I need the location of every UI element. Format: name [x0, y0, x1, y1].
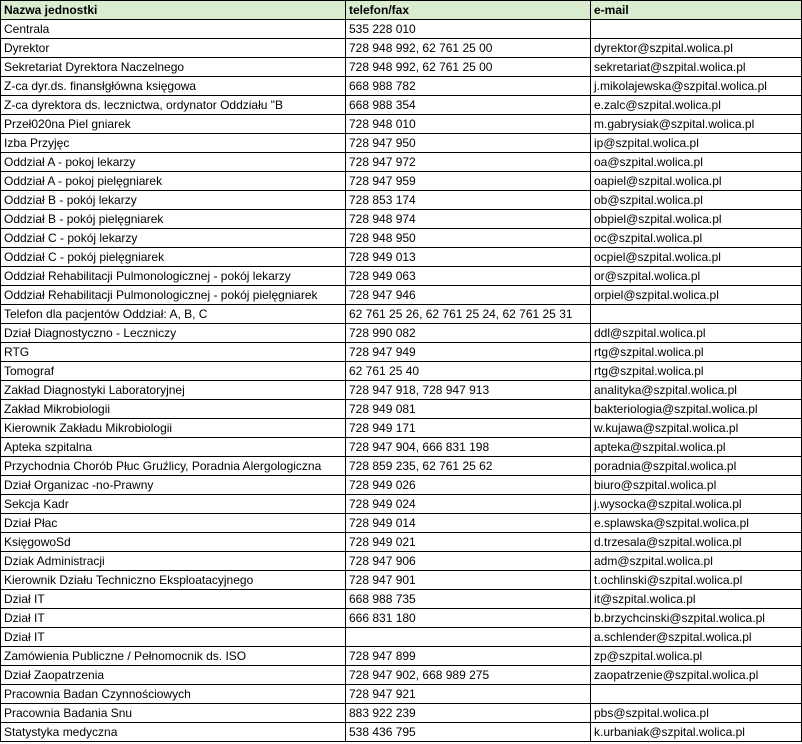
cell-phone: 728 948 974: [346, 210, 591, 229]
cell-email: [591, 685, 802, 704]
table-row: [1, 305, 802, 324]
cell-name: Statystyka medyczna: [1, 723, 346, 742]
table-row: [1, 381, 802, 400]
table-row: [1, 39, 802, 58]
cell-phone: 728 947 901: [346, 571, 591, 590]
cell-name: Pracownia Badan Czynnościowych: [1, 685, 346, 704]
cell-name: Oddział B - pokój pielęgniarek: [1, 210, 346, 229]
cell-name: Kierownik Zakładu Mikrobiologii: [1, 419, 346, 438]
cell-name: Dział Organizac -no-Prawny: [1, 476, 346, 495]
cell-email: e.zalc@szpital.wolica.pl: [591, 96, 802, 115]
cell-name: Dział Zaopatrzenia: [1, 666, 346, 685]
cell-name: Zakład Mikrobiologii: [1, 400, 346, 419]
cell-phone: 538 436 795: [346, 723, 591, 742]
cell-phone: 728 947 949: [346, 343, 591, 362]
cell-email: dyrektor@szpital.wolica.pl: [591, 39, 802, 58]
table-row: [1, 419, 802, 438]
table-row: [1, 723, 802, 742]
table-row: [1, 533, 802, 552]
cell-email: w.kujawa@szpital.wolica.pl: [591, 419, 802, 438]
cell-phone: 728 853 174: [346, 191, 591, 210]
cell-email: pbs@szpital.wolica.pl: [591, 704, 802, 723]
cell-phone: 728 949 013: [346, 248, 591, 267]
cell-phone: 728 948 992, 62 761 25 00: [346, 39, 591, 58]
cell-email: biuro@szpital.wolica.pl: [591, 476, 802, 495]
table-row: [1, 476, 802, 495]
cell-email: zaopatrzenie@szpital.wolica.pl: [591, 666, 802, 685]
cell-email: j.wysocka@szpital.wolica.pl: [591, 495, 802, 514]
table-row: [1, 20, 802, 39]
cell-name: Apteka szpitalna: [1, 438, 346, 457]
cell-phone: 62 761 25 40: [346, 362, 591, 381]
table-row: [1, 400, 802, 419]
cell-phone: 728 949 081: [346, 400, 591, 419]
cell-name: RTG: [1, 343, 346, 362]
cell-phone: 728 949 063: [346, 267, 591, 286]
cell-email: orpiel@szpital.wolica.pl: [591, 286, 802, 305]
cell-phone: 728 947 904, 666 831 198: [346, 438, 591, 457]
cell-name: Oddział A - pokoj pielęgniarek: [1, 172, 346, 191]
cell-name: Dział IT: [1, 609, 346, 628]
cell-phone: 728 947 972: [346, 153, 591, 172]
table-row: [1, 666, 802, 685]
header-email: e-mail: [591, 1, 802, 20]
cell-email: e.splawska@szpital.wolica.pl: [591, 514, 802, 533]
cell-email: poradnia@szpital.wolica.pl: [591, 457, 802, 476]
table-row: [1, 191, 802, 210]
cell-phone: 62 761 25 26, 62 761 25 24, 62 761 25 31: [346, 305, 591, 324]
cell-phone: 883 922 239: [346, 704, 591, 723]
cell-email: ddl@szpital.wolica.pl: [591, 324, 802, 343]
cell-phone: 728 949 014: [346, 514, 591, 533]
cell-phone: 728 947 902, 668 989 275: [346, 666, 591, 685]
cell-phone: 668 988 782: [346, 77, 591, 96]
cell-email: apteka@szpital.wolica.pl: [591, 438, 802, 457]
cell-email: [591, 20, 802, 39]
cell-name: Dział IT: [1, 590, 346, 609]
cell-name: Centrala: [1, 20, 346, 39]
table-row: [1, 210, 802, 229]
cell-phone: 728 947 946: [346, 286, 591, 305]
cell-email: j.mikolajewska@szpital.wolica.pl: [591, 77, 802, 96]
table-row: [1, 172, 802, 191]
table-row: [1, 286, 802, 305]
table-row: [1, 552, 802, 571]
cell-name: Z-ca dyr.ds. finansłgłówna księgowa: [1, 77, 346, 96]
cell-phone: 728 949 024: [346, 495, 591, 514]
table-row: [1, 96, 802, 115]
cell-email: rtg@szpital.wolica.pl: [591, 343, 802, 362]
cell-phone: 728 947 950: [346, 134, 591, 153]
cell-phone: 728 949 026: [346, 476, 591, 495]
table-row: [1, 685, 802, 704]
table-row: [1, 628, 802, 647]
cell-name: Izba Przyjęc: [1, 134, 346, 153]
cell-phone: 728 947 918, 728 947 913: [346, 381, 591, 400]
table-row: [1, 153, 802, 172]
cell-phone: [346, 628, 591, 647]
cell-name: Telefon dla pacjentów Oddział: A, B, C: [1, 305, 346, 324]
cell-email: ocpiel@szpital.wolica.pl: [591, 248, 802, 267]
cell-phone: 728 947 959: [346, 172, 591, 191]
table-row: [1, 115, 802, 134]
cell-name: Dział Płac: [1, 514, 346, 533]
cell-name: Oddział C - pokój pielęgniarek: [1, 248, 346, 267]
cell-phone: 728 947 899: [346, 647, 591, 666]
cell-phone: 668 988 354: [346, 96, 591, 115]
cell-email: sekretariat@szpital.wolica.pl: [591, 58, 802, 77]
table-row: [1, 58, 802, 77]
header-name: Nazwa jednostki: [1, 1, 346, 20]
cell-name: Sekcja Kadr: [1, 495, 346, 514]
header-phone: telefon/fax: [346, 1, 591, 20]
cell-email: it@szpital.wolica.pl: [591, 590, 802, 609]
cell-phone: 728 990 082: [346, 324, 591, 343]
cell-email: ip@szpital.wolica.pl: [591, 134, 802, 153]
cell-email: bakteriologia@szpital.wolica.pl: [591, 400, 802, 419]
cell-name: Oddział B - pokój lekarzy: [1, 191, 346, 210]
cell-email: m.gabrysiak@szpital.wolica.pl: [591, 115, 802, 134]
cell-phone: 666 831 180: [346, 609, 591, 628]
table-row: [1, 248, 802, 267]
cell-name: Przychodnia Chorób Płuc Gruźlicy, Poradnia Alergologiczna: [1, 457, 346, 476]
cell-phone: 535 228 010: [346, 20, 591, 39]
header-row: [1, 1, 802, 20]
cell-name: Pracownia Badania Snu: [1, 704, 346, 723]
cell-name: Dział Diagnostyczno - Leczniczy: [1, 324, 346, 343]
cell-name: Dyrektor: [1, 39, 346, 58]
cell-name: Dział IT: [1, 628, 346, 647]
table-row: [1, 343, 802, 362]
cell-name: Oddział C - pokój lekarzy: [1, 229, 346, 248]
cell-email: [591, 305, 802, 324]
table-row: [1, 267, 802, 286]
cell-email: obpiel@szpital.wolica.pl: [591, 210, 802, 229]
cell-email: rtg@szpital.wolica.pl: [591, 362, 802, 381]
table-row: [1, 457, 802, 476]
table-row: [1, 438, 802, 457]
table-row: [1, 495, 802, 514]
cell-name: Z-ca dyrektora ds. lecznictwa, ordynator Oddziału "B: [1, 96, 346, 115]
cell-phone: 728 948 010: [346, 115, 591, 134]
cell-email: k.urbaniak@szpital.wolica.pl: [591, 723, 802, 742]
cell-email: analityka@szpital.wolica.pl: [591, 381, 802, 400]
table-row: [1, 324, 802, 343]
cell-phone: 668 988 735: [346, 590, 591, 609]
cell-name: Oddział A - pokoj lekarzy: [1, 153, 346, 172]
cell-phone: 728 859 235, 62 761 25 62: [346, 457, 591, 476]
table-row: [1, 647, 802, 666]
cell-name: Kierownik Działu Techniczno Eksploatacyjnego: [1, 571, 346, 590]
cell-phone: 728 948 992, 62 761 25 00: [346, 58, 591, 77]
cell-email: or@szpital.wolica.pl: [591, 267, 802, 286]
cell-name: Oddział Rehabilitacji Pulmonologicznej - pokój lekarzy: [1, 267, 346, 286]
cell-name: Tomograf: [1, 362, 346, 381]
table-row: [1, 704, 802, 723]
table-row: [1, 229, 802, 248]
cell-email: ob@szpital.wolica.pl: [591, 191, 802, 210]
cell-phone: 728 947 921: [346, 685, 591, 704]
table-row: [1, 590, 802, 609]
cell-email: b.brzychcinski@szpital.wolica.pl: [591, 609, 802, 628]
table-row: [1, 571, 802, 590]
cell-email: oapiel@szpital.wolica.pl: [591, 172, 802, 191]
cell-email: adm@szpital.wolica.pl: [591, 552, 802, 571]
cell-name: KsięgowoSd: [1, 533, 346, 552]
cell-name: Oddział Rehabilitacji Pulmonologicznej - pokój pielęgniarek: [1, 286, 346, 305]
table-row: [1, 77, 802, 96]
table-row: [1, 514, 802, 533]
cell-email: d.trzesala@szpital.wolica.pl: [591, 533, 802, 552]
cell-phone: 728 947 906: [346, 552, 591, 571]
cell-email: oc@szpital.wolica.pl: [591, 229, 802, 248]
cell-phone: 728 949 171: [346, 419, 591, 438]
cell-name: Zamówienia Publiczne / Pełnomocnik ds. ISO: [1, 647, 346, 666]
cell-email: t.ochlinski@szpital.wolica.pl: [591, 571, 802, 590]
cell-phone: 728 948 950: [346, 229, 591, 248]
cell-email: a.schlender@szpital.wolica.pl: [591, 628, 802, 647]
cell-name: Przeł020na Piel gniarek: [1, 115, 346, 134]
cell-phone: 728 949 021: [346, 533, 591, 552]
cell-email: zp@szpital.wolica.pl: [591, 647, 802, 666]
table-row: [1, 609, 802, 628]
table-row: [1, 134, 802, 153]
cell-name: Zakład Diagnostyki Laboratoryjnej: [1, 381, 346, 400]
cell-name: Sekretariat Dyrektora Naczelnego: [1, 58, 346, 77]
table-row: [1, 362, 802, 381]
cell-name: Dziak Administracji: [1, 552, 346, 571]
cell-email: oa@szpital.wolica.pl: [591, 153, 802, 172]
